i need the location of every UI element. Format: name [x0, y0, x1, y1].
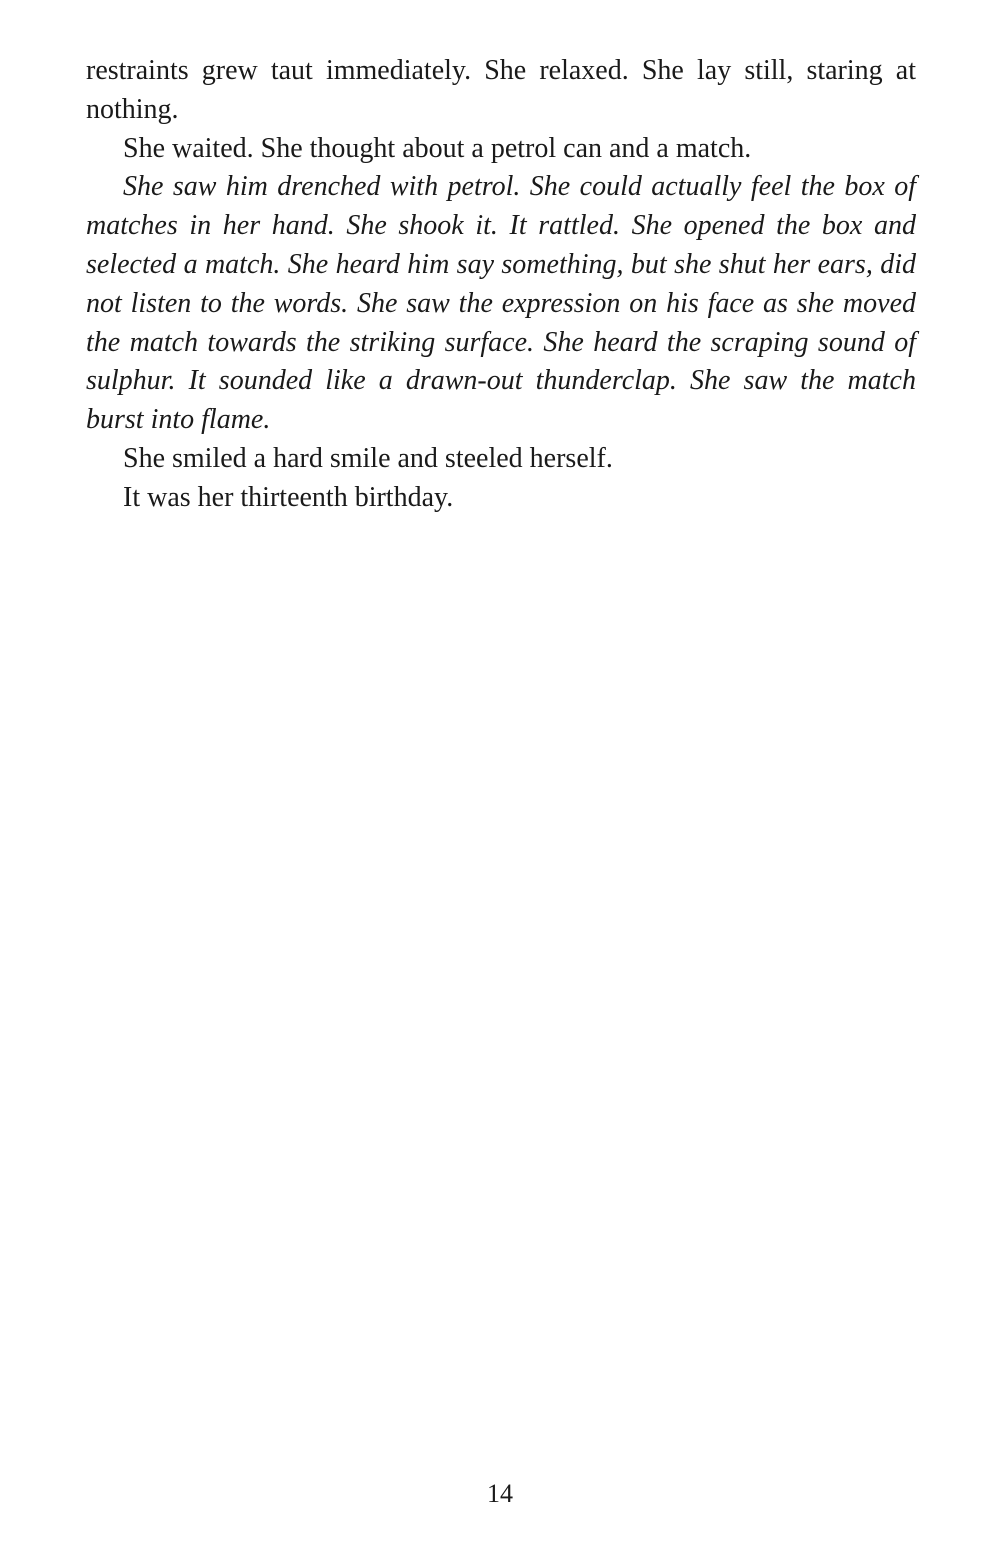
page-number: 14 — [487, 1479, 513, 1508]
paragraph-italic-imagined-scene: She saw him drenched with petrol. She could actually feel the box of matches in her hand. She shook it. It rattled. She opened the box and selected a match. She heard him say something, but she shut her ears, did not listen to the words. She saw the expression on his face as she moved the match towards the striking surface. She heard the scraping sound of sulphur. It sounded like a drawn-out thunderclap. She saw the match burst into flame. — [86, 171, 916, 436]
body-text — [86, 52, 916, 518]
paragraph: She smiled a hard smile and steeled herself. — [123, 442, 613, 474]
paragraph-continuation: restraints grew taut immediately. She relaxed. She lay still, staring at nothing. — [86, 55, 916, 125]
paragraph: It was her thirteenth birthday. — [123, 481, 454, 513]
paragraph: She waited. She thought about a petrol can and a match. — [123, 132, 752, 164]
